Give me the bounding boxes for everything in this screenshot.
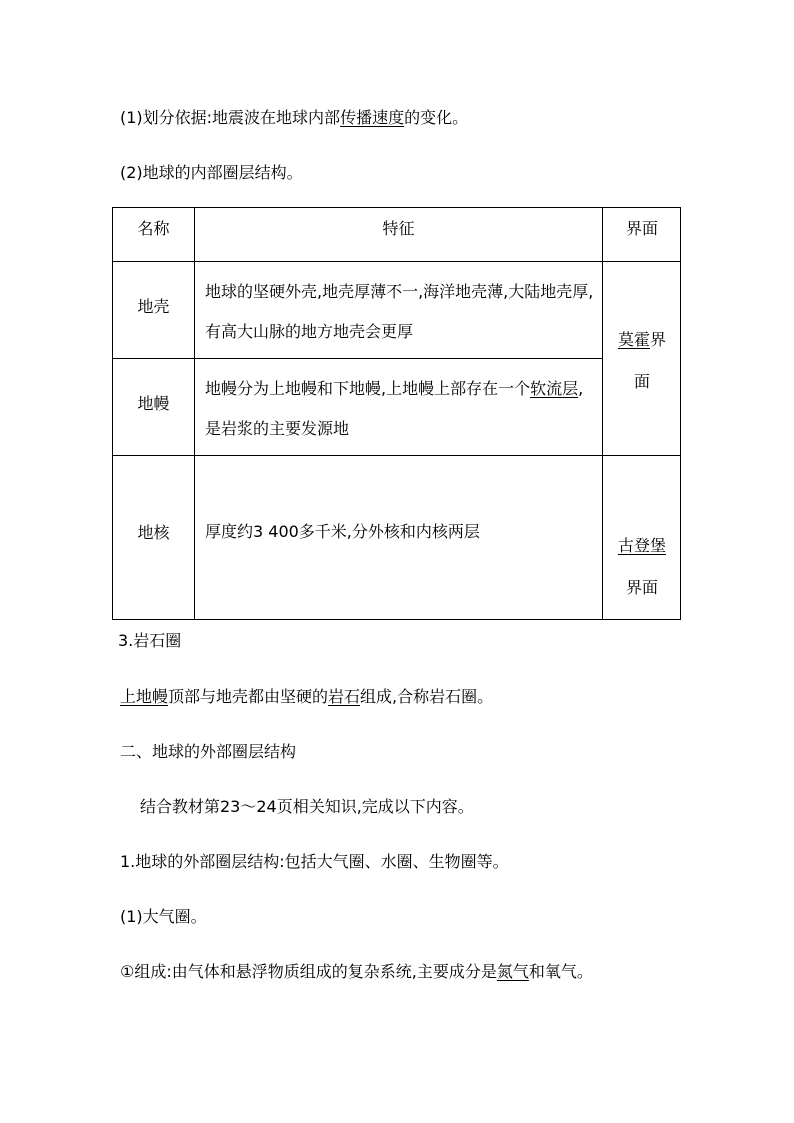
- blank-answer: 软流层: [530, 379, 579, 398]
- interface-moho: 莫霍界 面: [617, 330, 667, 391]
- paragraph-atmosphere: (1)大气圈。: [120, 907, 207, 926]
- earth-structure-table: [112, 207, 681, 620]
- paragraph-division-basis: (1)划分依据:地震波在地球内部传播速度的变化。: [120, 108, 469, 127]
- row-name-mantle: 地幔: [137, 393, 170, 413]
- header-interface: 界面: [625, 218, 658, 238]
- paragraph-lithosphere: 上地幔顶部与地壳都由坚硬的岩石组成,合称岩石圈。: [120, 687, 494, 706]
- row-name-core: 地核: [137, 522, 170, 542]
- row-feature-mantle: 地幔分为上地幔和下地幔,上地幔上部存在一个软流层,是岩浆的主要发源地: [205, 379, 584, 438]
- row-feature-core: 厚度约3 400多千米,分外核和内核两层: [205, 522, 480, 541]
- blank-answer: 古登堡: [617, 536, 666, 555]
- paragraph-internal-structure: (2)地球的内部圈层结构。: [120, 163, 303, 182]
- instruction: 结合教材第23～24页相关知识,完成以下内容。: [140, 797, 474, 816]
- row-name-crust: 地壳: [137, 297, 170, 316]
- interface-gutenberg: 古登堡 界面: [617, 536, 666, 597]
- section-lithosphere: 3.岩石圈: [118, 631, 182, 650]
- paragraph-external-layers: 1.地球的外部圈层结构:包括大气圈、水圈、生物圈等。: [120, 852, 509, 871]
- header-feature: 特征: [382, 218, 415, 238]
- blank-answer: 莫霍: [617, 330, 650, 349]
- paragraph-composition: ①组成:由气体和悬浮物质组成的复杂系统,主要成分是氮气和氧气。: [120, 962, 593, 981]
- blank-answer: 氮气: [496, 962, 529, 981]
- blank-answer: 上地幔: [120, 687, 169, 706]
- header-name: 名称: [137, 218, 170, 238]
- blank-answer: 岩石: [328, 687, 361, 706]
- heading-external-structure: 二、地球的外部圈层结构: [120, 742, 297, 761]
- row-feature-crust: 地球的坚硬外壳,地壳厚薄不一,海洋地壳薄,大陆地壳厚,有高大山脉的地方地壳会更厚: [205, 282, 594, 341]
- blank-answer: 传播速度: [340, 108, 405, 127]
